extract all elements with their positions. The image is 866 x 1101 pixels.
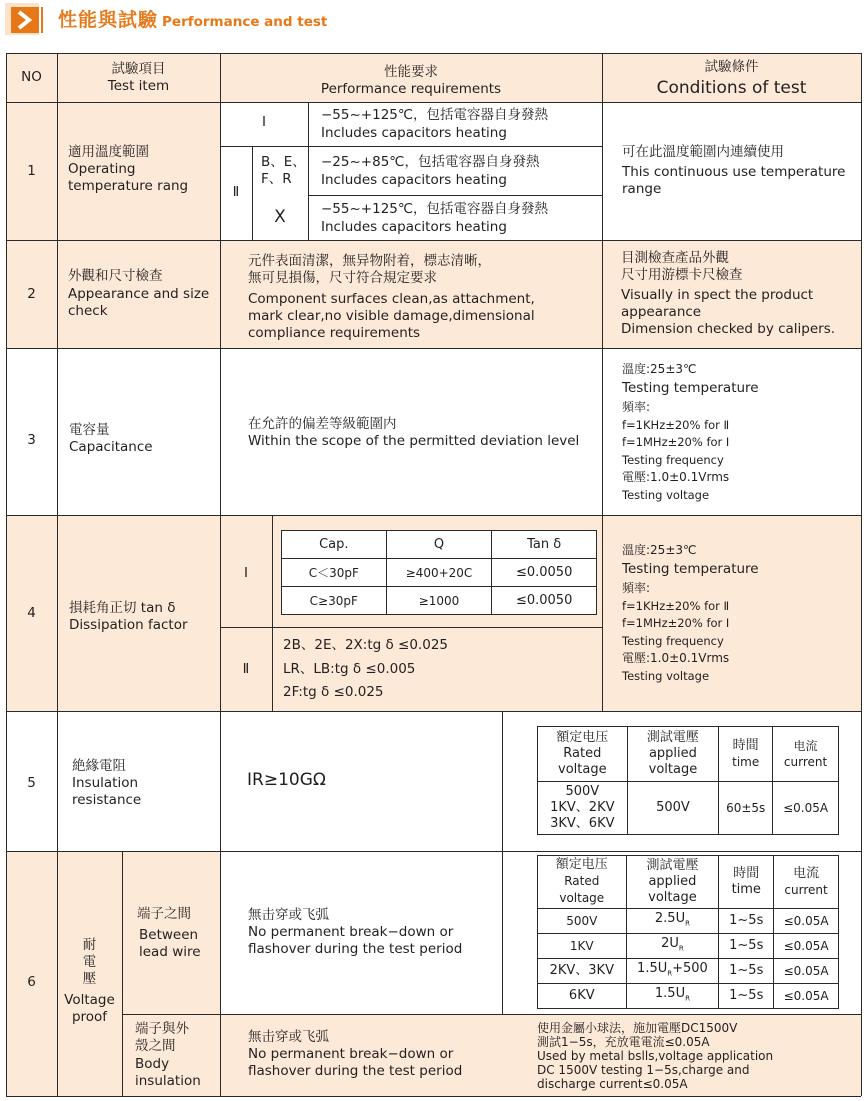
row-number: 2 (27, 286, 36, 302)
table-cell: 1~5s (719, 984, 774, 1009)
table-cell: ≤0.0050 (492, 559, 597, 587)
condition-text: Testing temperature (622, 380, 759, 396)
test-item-cn: 壓 (82, 971, 97, 987)
table-cell: $1.5U_R+500$ (626, 959, 719, 984)
requirement-text: LR、LB:tg δ ≤0.005 (283, 661, 416, 677)
voltage-proof-table (537, 855, 839, 1009)
condition-text: 目測檢查產品外觀 (621, 250, 729, 266)
condition-text: 可在此溫度範圍内連續使用 (622, 144, 784, 160)
condition-text: Testing temperature (622, 561, 759, 577)
requirement-text: 無击穿或飞弧 (248, 1029, 329, 1045)
table-header: 時間 time (719, 727, 773, 782)
test-item-en: Capacitance (69, 439, 153, 455)
sub-class-label: B、E、 (261, 154, 306, 170)
condition-text: 溫度:25±3℃ (622, 543, 697, 557)
table-cell: ≥400+20C (386, 559, 492, 587)
table-cell: 1~5s (719, 959, 774, 984)
condition-text: 電壓:1.0±0.1Vrms (622, 470, 730, 484)
insulation-requirement: IR≥10GΩ (247, 770, 326, 790)
table-cell: $2U_R$ (626, 934, 719, 959)
test-item-cn: 絶緣電阻 (72, 758, 126, 774)
requirement-text: Includes capacitors heating (321, 125, 507, 141)
table-header: Tan δ (492, 531, 597, 559)
test-item-en: proof (71, 1009, 108, 1025)
condition-text: Testing frequency (622, 453, 724, 467)
table-header: 額定电压 Rated voltage (538, 727, 628, 782)
table-header: 時間 time (719, 856, 774, 909)
condition-text: 電壓:1.0±0.1Vrms (622, 651, 730, 665)
test-item-en: Voltage (64, 992, 115, 1008)
requirement-text: 無击穿或飞弧 (248, 907, 329, 923)
test-item-cn: 損耗角正切 tan δ (69, 600, 176, 616)
table-header: 电流 current (773, 727, 839, 782)
condition-text: 頻率: (622, 581, 651, 595)
table-cell: 500V (627, 782, 719, 835)
sub-item-label: insulation (135, 1073, 201, 1089)
test-item-cn: 適用溫度範圍 (68, 144, 149, 160)
condition-text: Testing voltage (622, 669, 710, 683)
requirement-text: mark clear,no visible damage,dimensional (248, 308, 535, 324)
test-item-en: Dissipation factor (69, 617, 188, 633)
table-cell: ≤0.05A (774, 909, 839, 934)
test-item-en: Insulation (72, 775, 139, 791)
requirement-text: Includes capacitors heating (321, 172, 507, 188)
requirement-text: 2F:tg δ ≤0.025 (283, 684, 384, 700)
row-number: 1 (27, 163, 36, 179)
table-cell: $1.5U_R$ (626, 984, 719, 1009)
condition-text: Testing voltage (622, 488, 710, 502)
sub-class-label: F、R (261, 171, 292, 187)
chevron-right-icon (5, 3, 43, 35)
table-cell: 1KV (538, 934, 627, 959)
sub-item-label: 端子之間 (137, 906, 191, 922)
table-header: Q (386, 531, 492, 559)
requirement-text: flashover during the test period (248, 941, 463, 957)
requirement-text: compliance requirements (248, 325, 421, 341)
class-label: Ⅰ (262, 114, 266, 130)
table-header: 測試電壓 applied voltage (626, 856, 719, 909)
class-label: Ⅱ (242, 661, 250, 677)
table-cell: 500V 1KV、2KV 3KV、6KV (538, 782, 628, 835)
table-cell: 2KV、3KV (538, 959, 627, 984)
condition-text: 測試1−5s，充放電電流≤0.05A (537, 1035, 710, 1049)
table-cell: ≤0.05A (774, 984, 839, 1009)
condition-text: discharge current≤0.05A (537, 1077, 688, 1091)
requirement-text: −55~+125℃，包括電容器自身發熱 (321, 107, 549, 123)
condition-text: 溫度:25±3℃ (622, 362, 697, 376)
requirement-text: −55~+125℃，包括電容器自身發熱 (321, 201, 549, 217)
table-cell: 1~5s (719, 909, 774, 934)
q-factor-table (281, 530, 597, 615)
requirement-text: Component surfaces clean,as attachment, (248, 291, 535, 307)
page-title: 性能與試驗 Performance and test (58, 9, 328, 31)
test-item-en: resistance (72, 792, 142, 808)
requirement-text: 2B、2E、2X:tg δ ≤0.025 (283, 637, 449, 653)
table-cell: C＜30pF (282, 559, 387, 587)
class-label: Ⅱ (232, 184, 240, 200)
condition-text: Testing frequency (622, 634, 724, 648)
condition-text: f=1MHz±20% for Ⅰ (622, 435, 730, 449)
condition-text: f=1KHz±20% for Ⅱ (622, 599, 730, 613)
condition-text: f=1KHz±20% for Ⅱ (622, 418, 730, 432)
table-cell: ≤0.05A (774, 934, 839, 959)
table-cell: ≤0.05A (773, 782, 839, 835)
col-no-header: NO (21, 69, 42, 85)
test-item-cn: 外觀和尺寸檢查 (68, 268, 163, 284)
test-item-cn: 電容量 (69, 422, 110, 438)
table-cell: 6KV (538, 984, 627, 1009)
test-item-en: temperature rang (68, 178, 189, 194)
table-cell: 1~5s (719, 934, 774, 959)
table-cell: 500V (538, 909, 627, 934)
requirement-text: Includes capacitors heating (321, 219, 507, 235)
test-item-cn: 電 (82, 954, 97, 970)
section-header (0, 0, 866, 40)
table-header: 額定电压 Rated voltage (538, 856, 627, 909)
col-req-header-cn: 性能要求 (384, 64, 438, 80)
condition-text: Used by metal bslls,voltage application (537, 1049, 774, 1063)
requirement-text: Within the scope of the permitted deviation level (248, 433, 580, 449)
col-cond-header-cn: 試驗條件 (704, 59, 759, 75)
row-number: 5 (27, 775, 36, 791)
condition-text: Visually in spect the product (621, 287, 814, 303)
test-item-en: check (68, 303, 108, 319)
table-cell: $2.5U_R$ (626, 909, 719, 934)
sub-item-label: lead wire (139, 944, 201, 960)
row-number: 4 (27, 605, 36, 621)
sub-item-label: Body (135, 1056, 170, 1072)
test-item-en: Operating (68, 161, 136, 177)
table-cell: ≤0.0050 (492, 587, 597, 615)
table-header: 測試電壓 applied voltage (627, 727, 719, 782)
requirement-text: 無可見損傷，尺寸符合規定要求 (248, 270, 437, 286)
test-item-en: Appearance and size (68, 286, 210, 302)
sub-item-label: Between (139, 927, 199, 943)
condition-text: f=1MHz±20% for Ⅰ (622, 616, 730, 630)
condition-text: 使用金屬小球法，施加電壓DC1500V (537, 1021, 738, 1035)
requirement-text: No permanent break−down or (248, 1046, 454, 1062)
condition-text: DC 1500V testing 1−5s,charge and (537, 1063, 750, 1077)
requirement-text: 在允許的偏差等級範圍内 (248, 416, 397, 432)
table-cell: ≤0.05A (774, 959, 839, 984)
sub-class-label: X (274, 207, 286, 227)
insulation-test-table (537, 726, 839, 835)
class-label: Ⅰ (244, 565, 248, 581)
condition-text: appearance (621, 304, 702, 320)
col-item-header-en: Test item (107, 78, 170, 94)
table-cell: ≥1000 (386, 587, 492, 615)
condition-text: This continuous use temperature (622, 164, 846, 180)
sub-item-label: 殼之間 (135, 1038, 176, 1054)
col-item-header-cn: 試驗項目 (111, 61, 166, 77)
table-cell: 60±5s (719, 782, 773, 835)
condition-text: 尺寸用游標卡尺檢查 (621, 267, 743, 283)
requirement-text: No permanent break−down or (248, 924, 454, 940)
table-header: Cap. (282, 531, 387, 559)
test-item-cn: 耐 (82, 937, 97, 953)
condition-text: 頻率: (622, 400, 651, 414)
table-header: 电流 current (774, 856, 839, 909)
requirement-text: flashover during the test period (248, 1063, 463, 1079)
requirement-text: −25~+85℃，包括電容器自身發熱 (321, 154, 540, 170)
col-req-header-en: Performance requirements (320, 81, 502, 97)
requirement-text: 元件表面清潔，無异物附着，標志清晰， (248, 253, 491, 269)
condition-text: range (622, 181, 662, 197)
sub-item-label: 端子與外 (135, 1021, 189, 1037)
table-cell: C≥30pF (282, 587, 387, 615)
condition-text: Dimension checked by calipers. (621, 321, 836, 337)
row-number: 3 (27, 432, 36, 448)
col-cond-header-en: Conditions of test (656, 78, 807, 98)
row-number: 6 (27, 974, 36, 990)
